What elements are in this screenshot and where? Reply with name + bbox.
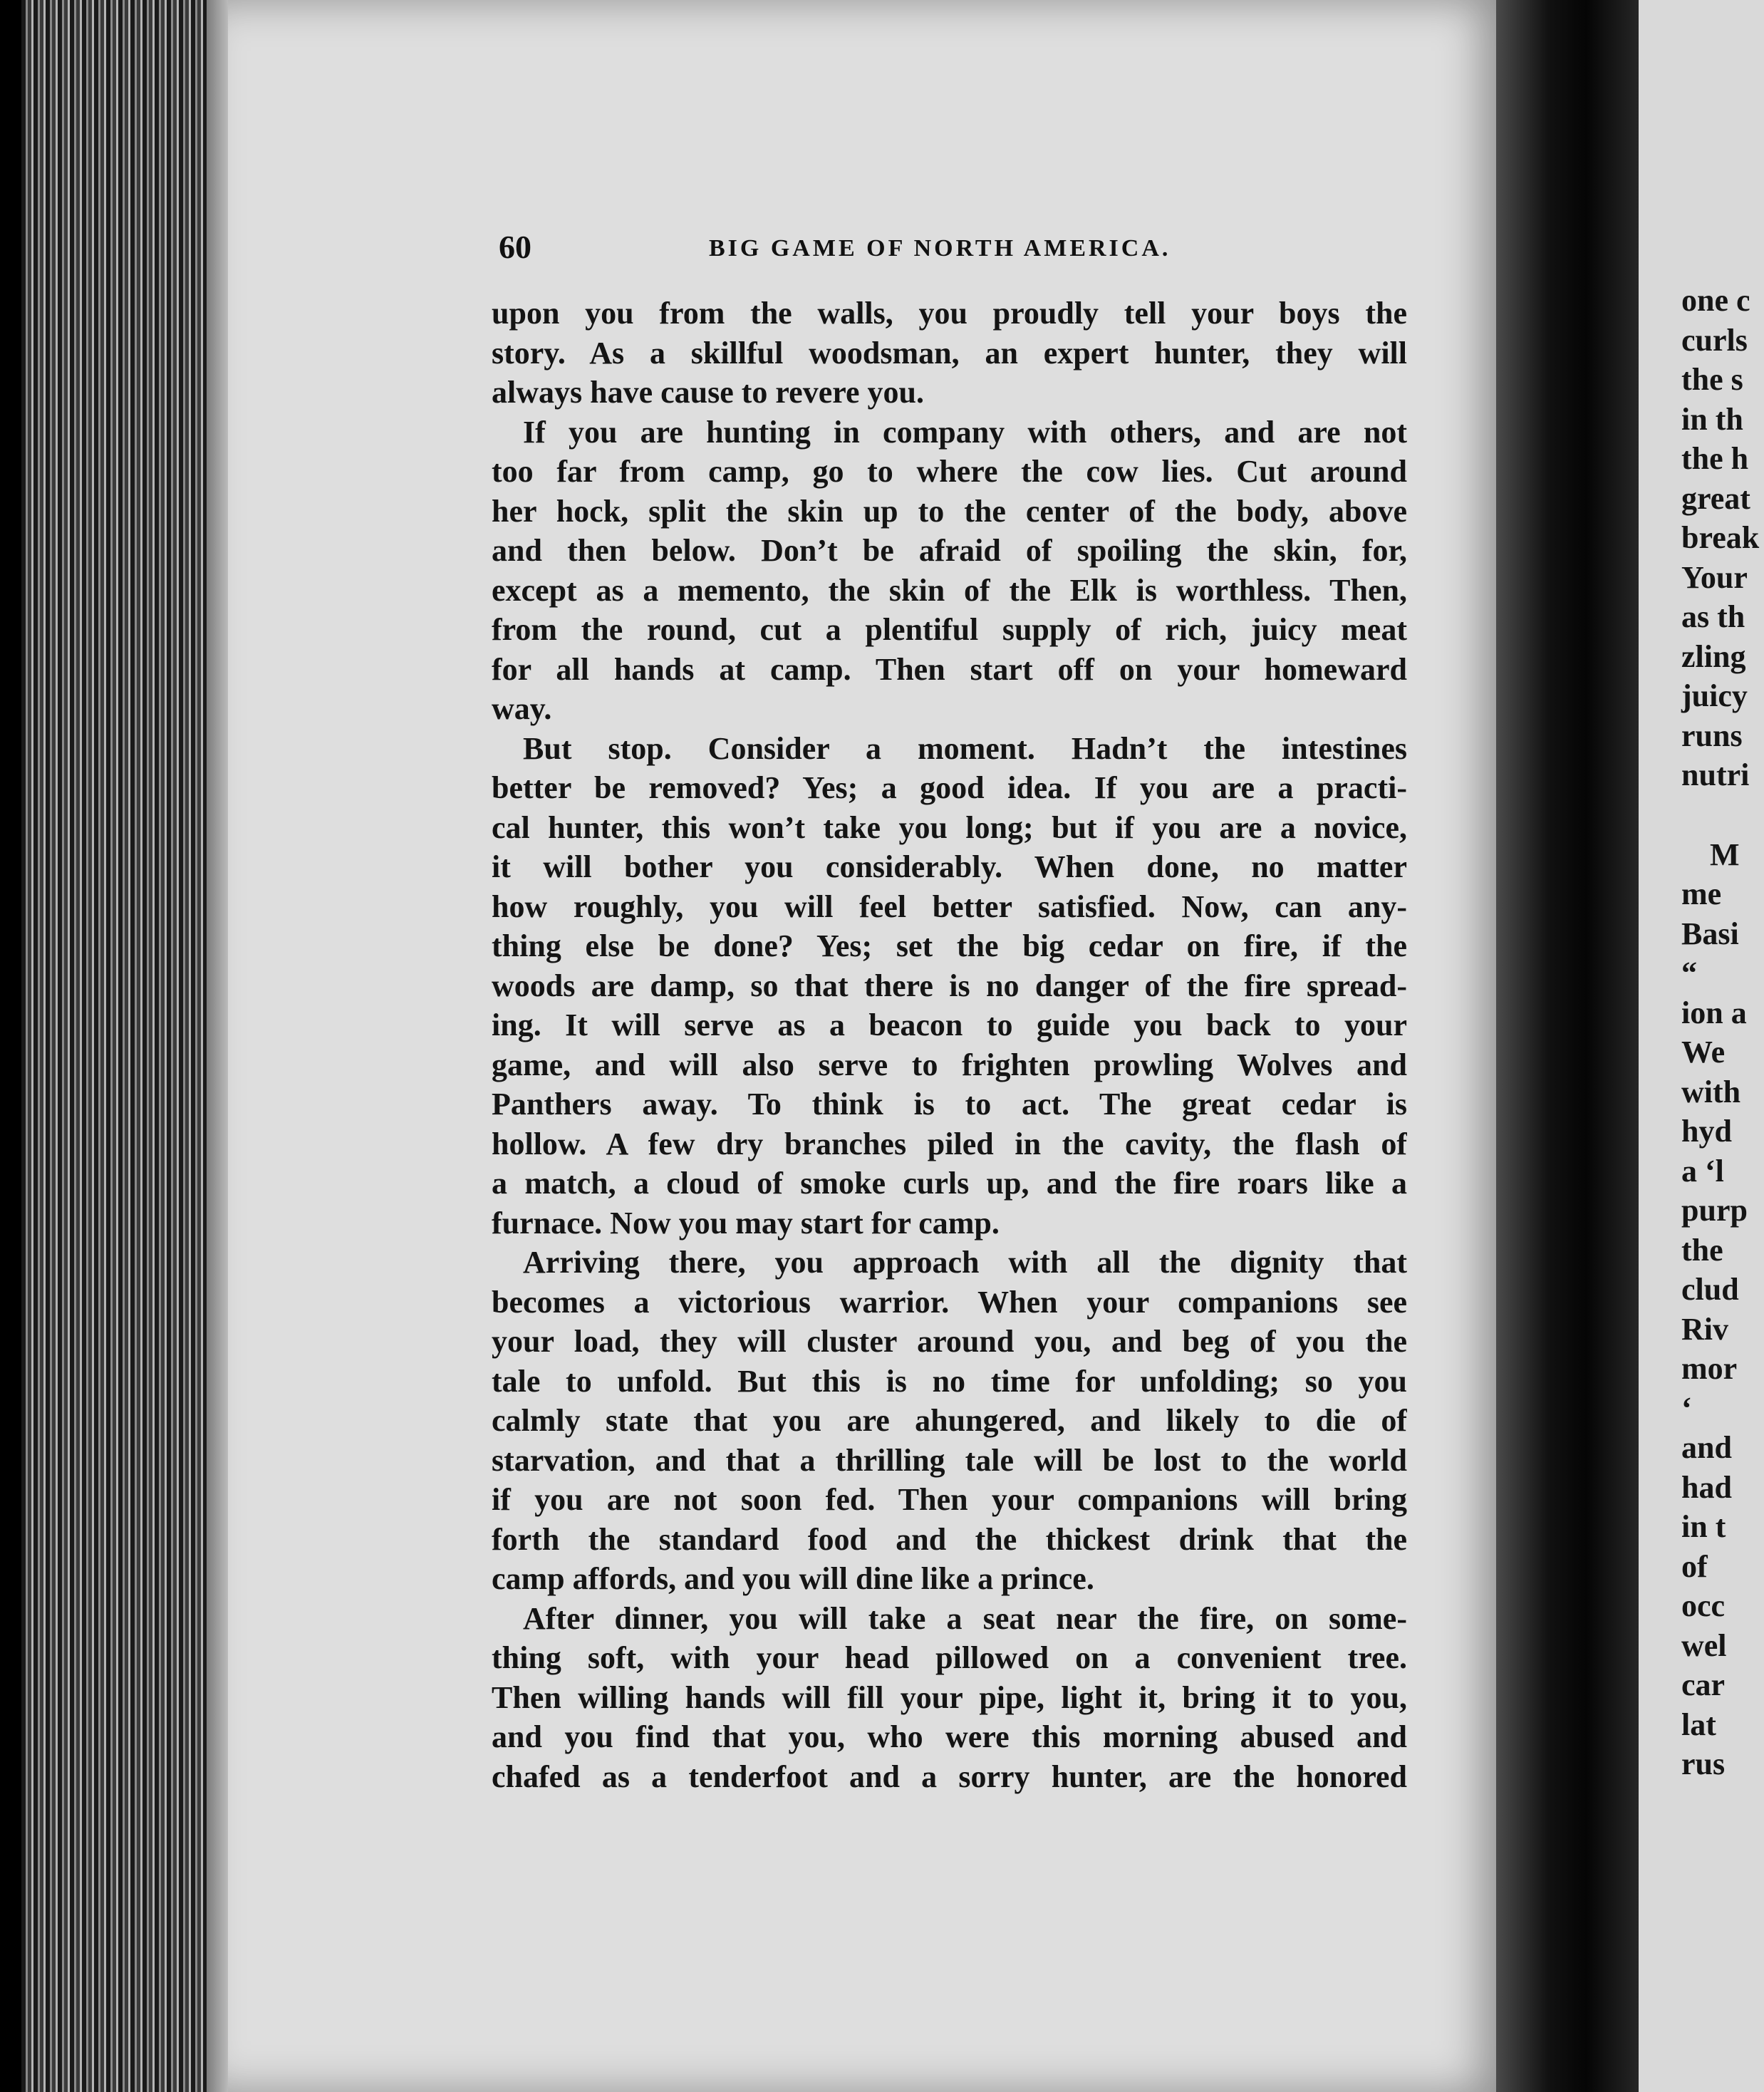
right-page-fragment: purp [1681, 1193, 1748, 1228]
right-page-fragment: nutri [1681, 757, 1750, 792]
page-number: 60 [499, 229, 531, 265]
book-page-right [1639, 0, 1764, 2092]
book-gutter [1496, 0, 1646, 2092]
book-page-edges [21, 0, 235, 2092]
right-page-fragment: great [1681, 480, 1750, 516]
running-title: BIG GAME OF NORTH AMERICA. [709, 235, 1171, 262]
text-line: and you find that you, who were this morning abused and [492, 1719, 1407, 1754]
text-line: story. As a skillful woodsman, an expert hunter, they will [492, 335, 1407, 371]
right-page-fragment: ion a [1681, 995, 1747, 1030]
right-page-fragment: wel [1681, 1627, 1727, 1663]
right-page-fragment: rus [1681, 1746, 1726, 1781]
text-line: calmly state that you are ahungered, and likely to die of [492, 1403, 1407, 1438]
right-page-fragment: car [1681, 1667, 1726, 1702]
right-page-fragment: break [1681, 520, 1760, 555]
text-line: always have cause to revere you. [492, 375, 924, 410]
text-line: chafed as a tenderfoot and a sorry hunter, are the honored [492, 1759, 1407, 1794]
text-line: After dinner, you will take a seat near the fire, on some- [492, 1600, 1407, 1636]
right-page-fragment: zling [1681, 638, 1746, 674]
right-page-fragment: the [1681, 1232, 1723, 1268]
text-line: If you are hunting in company with others, and are not [492, 414, 1407, 450]
text-line: way. [492, 691, 552, 726]
right-page-fragment: the h [1681, 441, 1749, 476]
text-line: upon you from the walls, you proudly tell your boys the [492, 296, 1407, 331]
right-page-fragment: as th [1681, 599, 1745, 634]
right-page-fragment: M [1710, 837, 1740, 872]
text-line: furnace. Now you may start for camp. [492, 1205, 1000, 1241]
text-line: it will bother you considerably. When done, no matter [492, 849, 1407, 884]
right-page-fragment: We [1681, 1035, 1726, 1070]
text-line: thing else be done? Yes; set the big cedar on fire, if the [492, 928, 1407, 963]
text-line: a match, a cloud of smoke curls up, and the fire roars like a [492, 1166, 1407, 1201]
right-page-fragment: me [1681, 876, 1722, 911]
right-page-fragment: a ‘l [1681, 1153, 1724, 1189]
right-page-fragment: runs [1681, 718, 1743, 753]
text-line: for all hands at camp. Then start off on your homeward [492, 651, 1407, 687]
right-page-fragment: in t [1681, 1509, 1726, 1544]
text-line: ing. It will serve as a beacon to guide you back to your [492, 1008, 1407, 1042]
text-line: except as a memento, the skin of the Elk is worthless. Then, [492, 572, 1407, 608]
text-line: tale to unfold. But this is no time for unfolding; so you [492, 1363, 1407, 1399]
text-line: from the round, cut a plentiful supply of rich, juicy meat [492, 612, 1407, 647]
text-line: her hock, split the skin up to the center of the body, above [492, 493, 1407, 529]
right-page-fragment: Basi [1681, 916, 1739, 951]
right-page-fragment: “ [1681, 956, 1697, 990]
text-line: game, and will also serve to frighten prowling Wolves and [492, 1047, 1407, 1082]
right-page-fragment: occ [1681, 1588, 1726, 1623]
text-line: starvation, and that a thrilling tale will be lost to the world [492, 1442, 1407, 1478]
text-line: becomes a victorious warrior. When your companions see [492, 1284, 1407, 1320]
text-line: Panthers away. To think is to act. The great cedar is [492, 1087, 1407, 1122]
text-line: your load, they will cluster around you, and beg of you the [492, 1324, 1407, 1359]
text-line: woods are damp, so that there is no danger of the fire spread- [492, 968, 1407, 1003]
right-page-fragment: had [1681, 1469, 1732, 1505]
text-line: forth the standard food and the thickest drink that the [492, 1521, 1407, 1557]
running-head [499, 228, 1425, 268]
right-page-fragment: clud [1681, 1272, 1739, 1307]
text-line: Arriving there, you approach with all the dignity that [492, 1245, 1407, 1280]
text-line: and then below. Don’t be afraid of spoiling the skin, for, [492, 533, 1407, 568]
right-page-fragment: Your [1681, 559, 1748, 595]
right-page-fragment: hyd [1681, 1114, 1732, 1149]
right-page-fragment: with [1681, 1074, 1741, 1109]
text-line: too far from camp, go to where the cow lies. Cut around [492, 454, 1407, 489]
text-line: Then willing hands will fill your pipe, light it, bring it to you, [492, 1679, 1407, 1715]
text-line: But stop. Consider a moment. Hadn’t the intestines [492, 730, 1407, 766]
text-line: thing soft, with your head pillowed on a convenient tree. [492, 1640, 1407, 1675]
text-line: how roughly, you will feel better satisfied. Now, can any- [492, 889, 1407, 924]
right-page-fragment: curls [1681, 322, 1748, 358]
text-line: if you are not soon fed. Then your companions will bring [492, 1482, 1407, 1517]
text-line: camp affords, and you will dine like a prince. [492, 1561, 1094, 1596]
right-page-fragment: one c [1681, 283, 1750, 318]
text-line: hollow. A few dry branches piled in the cavity, the flash of [492, 1126, 1407, 1161]
right-page-fragment: in th [1681, 401, 1743, 437]
right-page-fragment: the s [1681, 362, 1743, 397]
right-page-fragment: mor [1681, 1351, 1738, 1386]
page-body-text [492, 294, 1407, 1796]
text-line: cal hunter, this won’t take you long; but if you are a novice, [492, 809, 1407, 845]
right-page-fragment: of [1681, 1548, 1708, 1584]
text-line: better be removed? Yes; a good idea. If you are a practi- [492, 770, 1407, 805]
right-page-fragment: ‘ [1681, 1390, 1692, 1426]
right-page-fragment: lat [1681, 1707, 1716, 1742]
right-page-fragment: and [1681, 1430, 1732, 1465]
right-page-fragment: juicy [1681, 678, 1748, 713]
right-page-fragment: Riv [1681, 1311, 1728, 1347]
